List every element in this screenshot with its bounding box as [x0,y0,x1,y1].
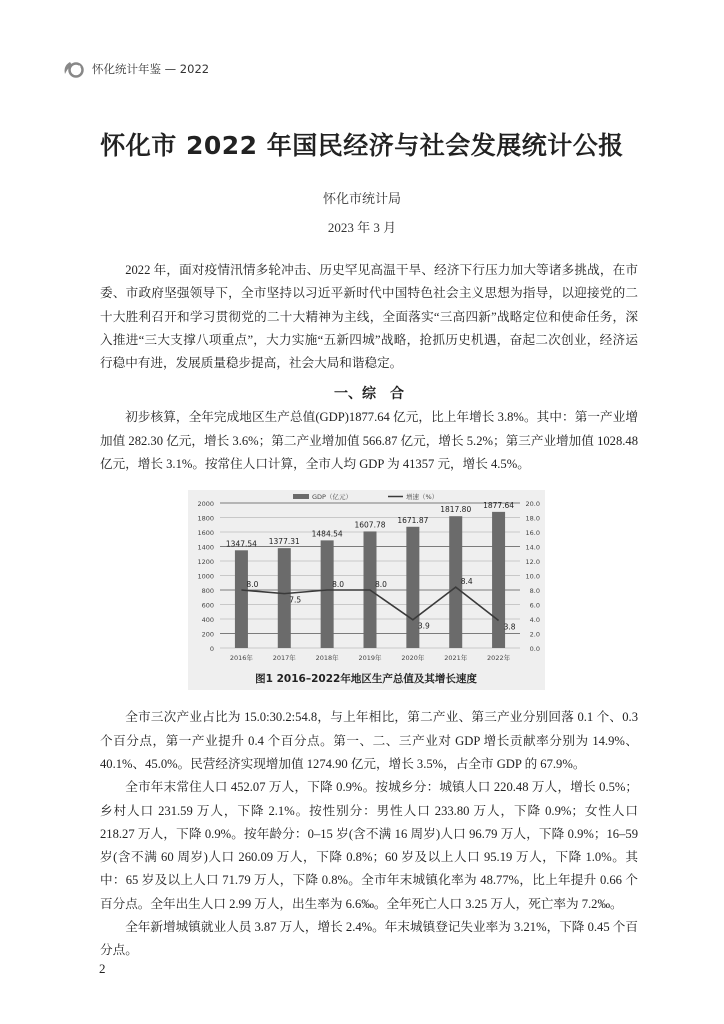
x-tick-label: 2016年 [229,654,253,663]
y-left-tick-label: 1000 [197,572,214,581]
y-left-tick-label: 1800 [197,514,214,523]
y-left-tick-label: 800 [201,587,214,596]
gdp-bar [321,541,334,649]
x-tick-label: 2018年 [315,654,339,663]
x-tick-label: 2020年 [401,654,425,663]
chart-caption: 图1 2016–2022年地区生产总值及其增长速度 [255,673,477,686]
x-tick-label: 2019年 [358,654,382,663]
y-left-tick-label: 1600 [197,529,214,538]
legend-gdp-label: GDP（亿元） [312,493,352,502]
gdp-chart [188,490,545,690]
chart-svg [188,490,545,690]
y-right-tick-label: 8.0 [529,587,540,596]
page-title: 怀化市 2022 年国民经济与社会发展统计公报 [100,131,624,160]
y-right-tick-label: 18.0 [525,514,540,523]
y-left-tick-label: 1200 [197,558,214,567]
paragraph-industry: 全市三次产业占比为 15.0:30.2:54.8，与上年相比，第二产业、第三产业分别回落 0.1 个、0.3 个百分点，第一产业提升 0.4 个百分点。第一、二、三产业对 GDP 增长贡献率分别为 14.9%、40.1%、45.0%。民营经济实现增加值 1274.90 亿元，增长 3.5%，占全市 GDP 的 67.9%。 [100,710,638,771]
y-left-tick-label: 2000 [197,500,214,509]
paragraph-gdp: 初步核算，全年完成地区生产总值(GDP)1877.64 亿元，比上年增长 3.8%。其中：第一产业增加值 282.30 亿元，增长 3.6%；第二产业增加值 566.87 亿元，增长 5.2%；第三产业增加值 1028.48 亿元，增长 3.1%。按常住人口计算，全市人均 GDP 为 41357 元，增长 4.5%。 [100,410,638,472]
line-value-label: 8.0 [332,580,345,590]
x-tick-label: 2021年 [444,654,468,663]
bar-value-label: 1607.78 [354,520,386,530]
x-tick-label: 2022年 [487,654,511,663]
line-value-label: 3.8 [503,622,516,632]
intro-paragraph: 2022 年，面对疫情汛情多轮冲击、历史罕见高温干旱、经济下行压力加大等诸多挑战，在市委、市政府坚强领导下，全市坚持以习近平新时代中国特色社会主义思想为指导，以迎接党的二十大胜利召开和学习贯彻党的二十大精神为主线，全面落实“三高四新”战略定位和使命任务，深入推进“三大支撑八项重点”，大力实施“五新四城”战略，抢抓历史机遇，奋起二次创业，经济运行稳中有进，发展质量稳步提高，社会大局和谐稳定。 [100,263,638,371]
y-right-tick-label: 12.0 [525,558,540,567]
y-right-tick-label: 0.0 [529,645,540,654]
running-header [62,60,209,78]
y-right-tick-label: 4.0 [529,616,540,625]
section-heading: 一、综 合 [334,386,404,403]
date: 2023 年 3 月 [327,220,397,235]
line-value-label: 8.4 [460,577,473,587]
line-value-label: 8.0 [375,580,387,590]
y-right-tick-label: 14.0 [525,543,540,552]
header-title: 怀化统计年鉴 — 2022 [92,62,210,76]
legend-growth-label: 增速（%） [406,493,439,502]
bar-value-label: 1877.64 [483,501,515,511]
y-left-tick-label: 600 [201,601,214,610]
y-right-tick-label: 16.0 [525,529,540,538]
y-right-tick-label: 20.0 [525,500,540,509]
bar-value-label: 1484.54 [311,529,343,539]
y-left-tick-label: 400 [201,616,214,625]
paragraph-population: 全市年末常住人口 452.07 万人，下降 0.9%。按城乡分：城镇人口 220.48 万人，增长 0.5%；乡村人口 231.59 万人，下降 2.1%。按性别分：男性人口 233.80 万人，下降 0.9%；女性人口 218.27 万人，下降 0.9%。按年龄分：0–15 岁(含不满 16 周岁)人口 96.79 万人，下降 0.9%；16–59 岁(含不满 60 周岁)人口 260.09 万人，下降 0.8%；60 岁及以上人口 95.19 万人，下降 1.0%。其中：65 岁及以上人口 71.79 万人，下降 0.8%。全市年末城镇化率为 48.77%，比上年提升 0.66 个百分点。全年出生人口 2.99 万人，出生率为 6.6‰。全年死亡人口 3.25 万人，死亡率为 7.2‰。 [100,780,638,911]
gdp-bar [235,551,248,649]
legend-bar-swatch [293,494,309,499]
bar-value-label: 1671.87 [397,516,429,526]
line-value-label: 3.9 [417,622,430,632]
y-right-tick-label: 2.0 [529,630,540,639]
x-tick-label: 2017年 [272,654,296,663]
bar-value-label: 1817.80 [440,505,472,515]
page-number: 2 [99,961,106,976]
y-left-tick-label: 0 [209,645,214,654]
y-left-tick-label: 200 [201,630,214,639]
y-right-tick-label: 6.0 [529,601,540,610]
paragraph-employment: 全年新增城镇就业人员 3.87 万人，增长 2.4%。年末城镇登记失业率为 3.21%，下降 0.45 个百分点。 [100,920,638,958]
y-left-tick-label: 1400 [197,543,214,552]
bar-value-label: 1347.54 [225,539,257,549]
bar-value-label: 1377.31 [268,537,300,547]
line-value-label: 8.0 [246,580,259,590]
author: 怀化市统计局 [322,191,401,206]
line-value-label: 7.5 [289,596,302,605]
y-right-tick-label: 10.0 [525,572,540,581]
yearbook-logo-icon [62,60,86,78]
body-flow [100,259,638,963]
